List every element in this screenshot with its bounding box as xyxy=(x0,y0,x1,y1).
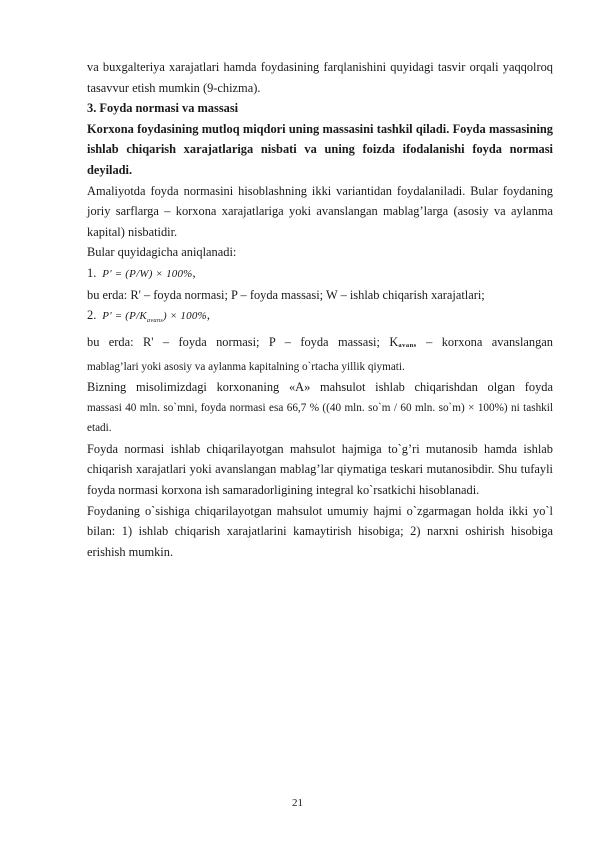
intro-paragraph: va buxgalteriya xarajatlari hamda foydasining farqlanishini quyidagi tasvir orqali yaqqolroq tasavvur etish mumkin (9-chizma). xyxy=(87,60,553,95)
defined-as-line: Bular quyidagicha aniqlanadi: xyxy=(87,245,237,260)
formula-2-expression xyxy=(102,306,207,332)
example-paragraph-line-2: massasi 40 mln. so`mni, foyda normasi esa 66,7 % ((40 mln. so`m / 60 mln. so`m) × 100%) ni tashkil etadi. xyxy=(87,401,553,435)
formula-2-legend-continued: mablag’lari yoki asosiy va aylanma kapitalning o`rtacha yillik qiymati. xyxy=(87,360,405,373)
formula-2-line xyxy=(87,305,553,332)
formula-2-legend-a: bu erda: R' – foyda normasi; P – foyda massasi; K xyxy=(87,334,399,349)
page-number: 21 xyxy=(292,797,303,809)
formula-1-number: 1. xyxy=(87,265,97,280)
formula-2-tail: , xyxy=(206,308,211,323)
growth-paragraph: Foydaning o`sishiga chiqarilayotgan mahsulot umumiy hajmi o`zgarmagan holda ikki yo`l bilan: 1) ishlab chiqarish xarajatlarini kamaytirish hisobiga; 2) narxni oshirish hisobiga erishish mumkin. xyxy=(87,503,553,559)
page-content xyxy=(87,57,553,562)
formula-1-expression: P' = (P/W) × 100% xyxy=(102,267,193,280)
definition-paragraph: Korxona foydasining mutloq miqdori uning massasini tashkil qiladi. Foyda massasining ishlab chiqarish xarajatlariga nisbati va uning foizda ifodalanishi foyda normasi deyiladi. xyxy=(87,121,553,177)
formula-2-main: P' = (P/K xyxy=(102,310,147,323)
formula-2-legend xyxy=(87,332,553,357)
section-heading: 3. Foyda normasi va massasi xyxy=(87,101,239,116)
conclusion-paragraph: Foyda normasi ishlab chiqarilayotgan mahsulot hajmiga to`g’ri mutanosib hamda ishlab chiqarish xarajatlari yoki avanslangan mablag’lar qiymatiga teskari mutanosibdir. Shu tufayli foyda normasi korxona ish samaradorligining integral ko`rsatkichi hisoblanadi. xyxy=(87,441,553,498)
formula-2-number: 2. xyxy=(87,308,97,323)
practice-paragraph: Amaliyotda foyda normasini hisoblashning ikki variantidan foydalaniladi. Bular foydaning joriy sarflarga – korxona xarajatlariga yoki avanslangan mablag’larga (asosiy va aylanma kapital) nisbatidir. xyxy=(87,183,553,239)
formula-2-end: ) × 100% xyxy=(163,310,207,323)
formula-1-line xyxy=(87,263,553,285)
formula-2-subscript: avans xyxy=(146,317,164,325)
formula-1-tail: , xyxy=(192,265,196,280)
example-paragraph-line-1: Bizning misolimizdagi korxonaning «A» mahsulot ishlab chiqarishdan olgan foyda xyxy=(87,380,553,395)
formula-2-legend-b: – korxona avanslangan xyxy=(416,334,553,349)
formula-2-legend-subscript: avans xyxy=(398,341,417,349)
formula-1-legend: bu erda: R' – foyda normasi; P – foyda massasi; W – ishlab chiqarish xarajatlari; xyxy=(87,287,485,302)
